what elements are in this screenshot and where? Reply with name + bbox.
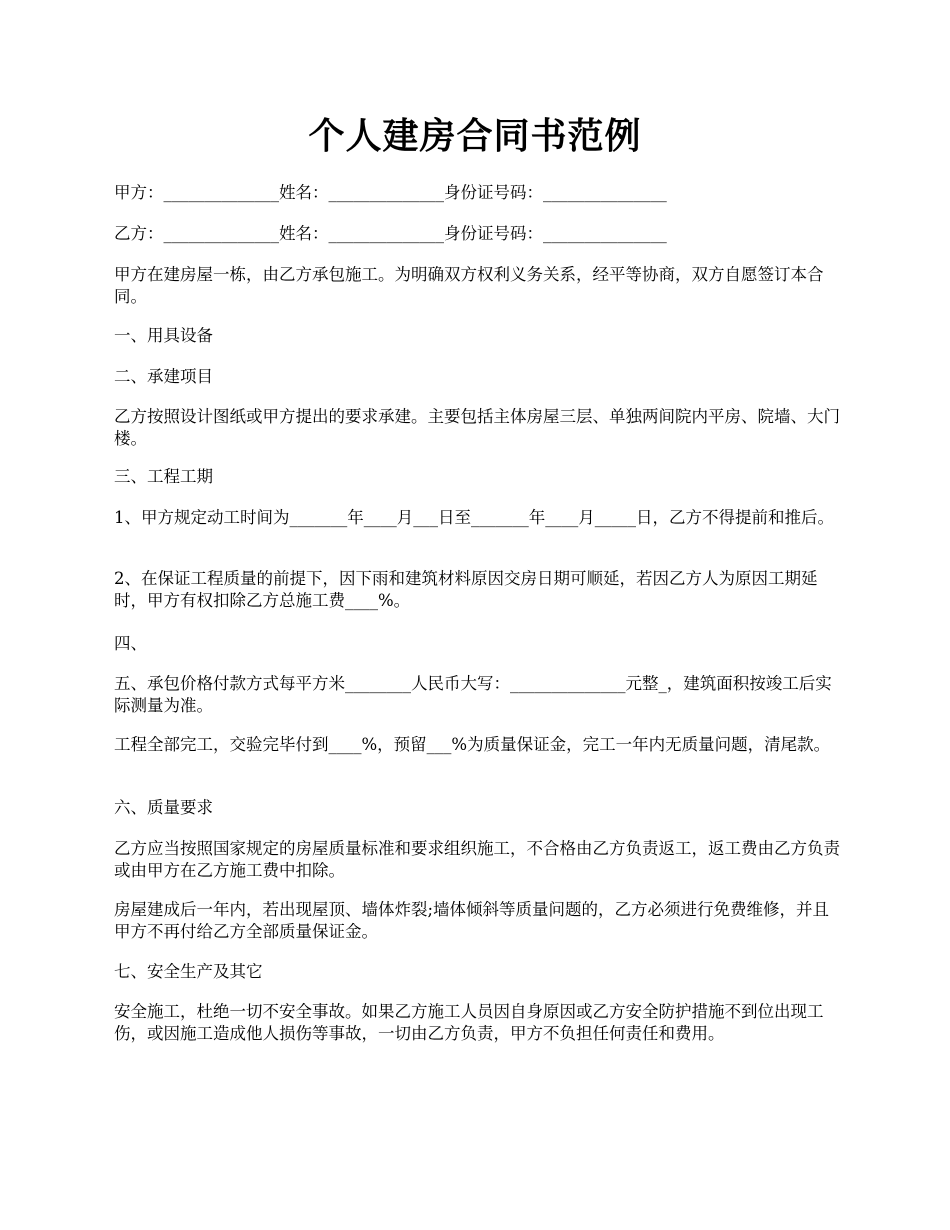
section-heading-project: 二、承建项目 bbox=[114, 367, 213, 386]
intro-paragraph: 甲方在建房屋一栋，由乙方承包施工。为明确双方权利义务关系，经平等协商，双方自愿签订本合同。 bbox=[114, 265, 824, 306]
party-b-line: 乙方：______________姓名：______________身份证号码：_______________ bbox=[114, 224, 667, 243]
price-paragraph: 五、承包价格付款方式每平方米________人民币大写：______________元整_，建筑面积按竣工后实际测量为准。 bbox=[114, 674, 832, 715]
schedule-paragraph-2: 2、在保证工程质量的前提下，因下雨和建筑材料原因交房日期可顺延，若因乙方人为原因工期延时，甲方有权扣除乙方总施工费____%。 bbox=[114, 569, 818, 610]
section-heading-four: 四、 bbox=[114, 634, 147, 653]
section-heading-schedule: 三、工程工期 bbox=[114, 467, 213, 486]
quality-paragraph-1: 乙方应当按照国家规定的房屋质量标准和要求组织施工，不合格由乙方负责返工，返工费由乙方负责或由甲方在乙方施工费中扣除。 bbox=[114, 839, 840, 880]
document-title: 个人建房合同书范例 bbox=[308, 115, 642, 157]
party-a-line: 甲方：______________姓名：______________身份证号码：_______________ bbox=[114, 183, 667, 202]
section-heading-quality: 六、质量要求 bbox=[114, 798, 213, 817]
payment-paragraph: 工程全部完工，交验完毕付到____%，预留___%为质量保证金，完工一年内无质量问题，清尾款。 bbox=[114, 735, 831, 754]
project-paragraph: 乙方按照设计图纸或甲方提出的要求承建。主要包括主体房屋三层、单独两间院内平房、院墙、大门楼。 bbox=[114, 407, 840, 448]
section-heading-equipment: 一、用具设备 bbox=[114, 326, 213, 345]
quality-paragraph-2: 房屋建成后一年内，若出现屋顶、墙体炸裂;墙体倾斜等质量问题的，乙方必须进行免费维修，并且甲方不再付给乙方全部质量保证金。 bbox=[114, 900, 830, 941]
safety-paragraph: 安全施工，杜绝一切不安全事故。如果乙方施工人员因自身原因或乙方安全防护措施不到位出现工伤，或因施工造成他人损伤等事故，一切由乙方负责，甲方不负担任何责任和费用。 bbox=[114, 1002, 824, 1043]
section-heading-safety: 七、安全生产及其它 bbox=[114, 962, 263, 981]
schedule-paragraph-1: 1、甲方规定动工时间为_______年____月___日至_______年____月_____日，乙方不得提前和推后。 bbox=[114, 508, 834, 527]
